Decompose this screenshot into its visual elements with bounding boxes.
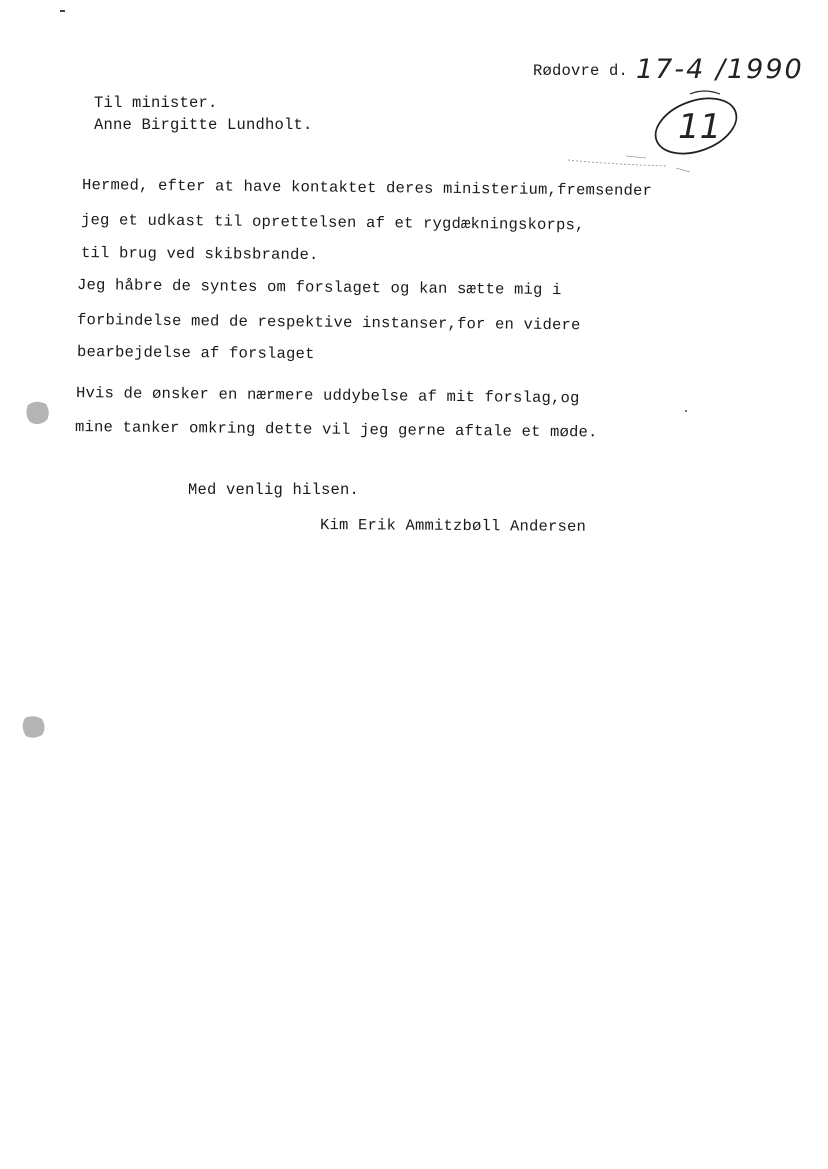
body-p3-line-2: mine tanker omkring dette vil jeg gerne aftale et møde. — [74, 418, 598, 442]
body-p2-line-2: forbindelse med de respektive instanser,for en videre — [76, 311, 581, 335]
closing-line: Med venlig hilsen. — [188, 481, 360, 499]
stamp-mark-text: 11 — [678, 107, 722, 147]
body-p1-line-1: Hermed, efter at have kontaktet deres ministerium,fremsender — [81, 176, 653, 200]
scan-dash-mark — [60, 10, 65, 12]
body-p1-line-3: til brug ved skibsbrande. — [80, 244, 319, 265]
signature-name: Kim Erik Ammitzbøll Andersen — [319, 516, 587, 536]
circled-stamp-mark — [648, 86, 748, 162]
handwritten-date: 17-4 /1990 — [636, 54, 804, 85]
body-p3-line-1: Hvis de ønsker en nærmere uddybelse af mit forslag,og — [75, 384, 580, 408]
faint-stamp-smudge — [566, 152, 698, 182]
body-p2-line-3: bearbejdelse af forslaget — [76, 343, 315, 364]
scan-dot — [685, 410, 687, 412]
punch-hole-bottom — [18, 712, 48, 742]
body-p2-line-1: Jeg håbre de syntes om forslaget og kan sætte mig i — [76, 276, 562, 300]
punch-hole-top — [22, 398, 52, 428]
body-p1-line-2: jeg et udkast til oprettelsen af et rygdækningskorps, — [80, 211, 585, 235]
place-label: Rødovre d. — [533, 62, 629, 80]
recipient-line-2: Anne Birgitte Lundholt. — [94, 116, 313, 134]
recipient-line-1: Til minister. — [94, 94, 218, 112]
